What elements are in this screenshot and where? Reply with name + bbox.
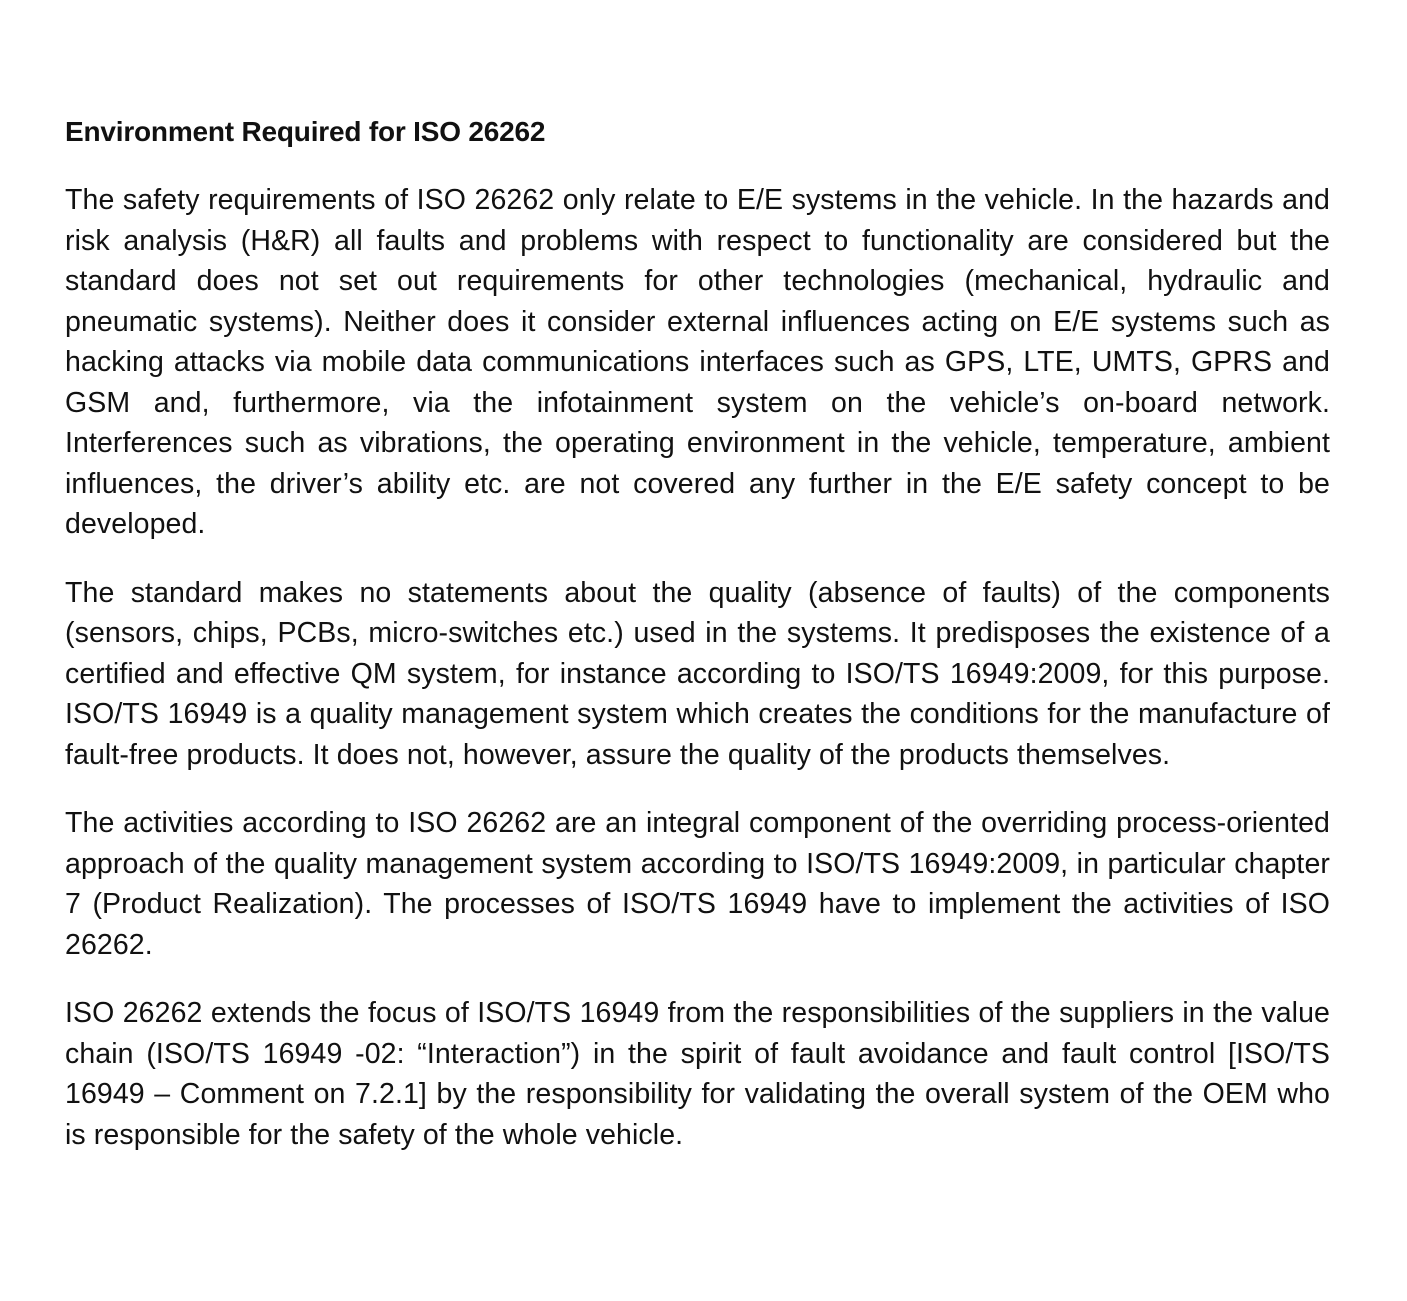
paragraph-scope: The safety requirements of ISO 26262 only relate to E/E systems in the vehicle. In the hazards and risk analysis (H&R) all faults and problems with respect to functionality are considered but the standard does not set out requirements for other technologies (mechanical, hydraulic and pneumatic systems). Neither does it consider external influences acting on E/E systems such as hacking attacks via mobile data communications interfaces such as GPS, LTE, UMTS, GPRS and GSM and, furthermore, via the infotainment system on the vehicle’s on-board network. Interferences such as vibrations, the operating environment in the vehicle, temperature, ambient influences, the driver’s ability etc. are not covered any further in the E/E safety concept to be developed. xyxy=(65,184,1330,540)
document-page xyxy=(65,112,1330,1155)
paragraph-qm-integration: The activities according to ISO 26262 are an integral component of the overriding process-oriented approach of the quality management system according to ISO/TS 16949:2009, in particular chapter 7 (Product Realization). The processes of ISO/TS 16949 have to implement the activities of ISO 26262. xyxy=(65,807,1330,961)
paragraph-component-quality: The standard makes no statements about the quality (absence of faults) of the components (sensors, chips, PCBs, micro-switches etc.) used in the systems. It predisposes the existence of a certified and effective QM system, for instance according to ISO/TS 16949:2009, for this purpose. ISO/TS 16949 is a quality management system which creates the conditions for the manufacture of fault-free products. It does not, however, assure the quality of the products themselves. xyxy=(65,576,1330,771)
paragraph-oem-responsibility: ISO 26262 extends the focus of ISO/TS 16949 from the responsibilities of the suppliers in the value chain (ISO/TS 16949 -02: “Interaction”) in the spirit of fault avoidance and fault control [ISO/TS 16949 – Comment on 7.2.1] by the responsibility for validating the overall system of the OEM who is responsible for the safety of the whole vehicle. xyxy=(65,997,1330,1151)
document-heading: Environment Required for ISO 26262 xyxy=(65,116,546,147)
